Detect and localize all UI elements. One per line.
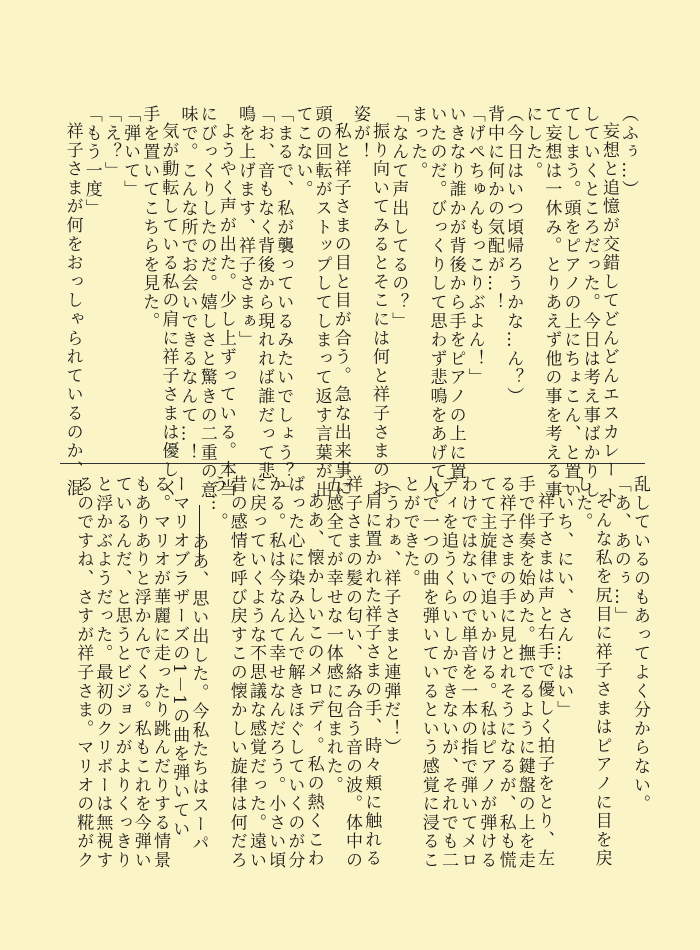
text-column: う…。: [207, 475, 228, 532]
text-column: そんな私を尻目に祥子さまはピアノに目を戻: [591, 492, 612, 868]
text-column: てて主旋律で追いかける。私はピアノが弾ける: [476, 475, 497, 870]
text-column: 手を置いてこちらを見た。: [139, 105, 160, 331]
text-column: 頭の回転がストップしてしまって返す言葉が出: [311, 105, 332, 500]
text-column: もありありと浮かんでくる。私もこれを今弾い: [130, 475, 151, 870]
text-column: いきなり誰かが背後から手をピアノの上に置: [445, 105, 466, 481]
text-column: ーマリオブラザーズの1－1の曲を弾いてい: [169, 475, 190, 839]
text-column: 「もう一度」: [81, 105, 102, 218]
text-column: ばった心に染み込んで解きほぐしていくのが分: [284, 475, 305, 870]
text-column: 五感全てが幸せな一体感に包まれた。: [322, 475, 343, 795]
text-column: 「弾いて」: [120, 105, 141, 199]
text-column: 「なんて声出してるの？」: [388, 105, 409, 331]
text-column: 「いち、にい、さん…はい」: [553, 475, 574, 720]
text-column: 昔の感情を呼び戻すこの懐かしい旋律は何だろ: [226, 475, 247, 870]
text-column: （今日はいつ頃帰ろうかな…ん？）: [503, 105, 524, 406]
text-column: ああ、懐かしいこのメロディ。私の熱くこわ: [303, 492, 324, 868]
text-column: 祥子さまが何をおっしゃられているのか、混: [62, 122, 83, 498]
text-column: 姿が！: [349, 105, 370, 162]
text-column: （うわぁ、祥子さまと連弾だ！）: [380, 475, 401, 757]
text-column: 味で。こんな所でお会いできるなんて…！: [177, 105, 198, 463]
text-column: （ふぅ…）: [618, 105, 638, 199]
text-column: いたのだ。びっくりして思わず悲鳴をあげてし: [426, 105, 447, 500]
text-column: 「あ、あのぅ…」: [610, 475, 631, 626]
text-column: 背中に何かの気配が…！: [483, 105, 504, 312]
text-column: 乱しているのもあってよく分からない。: [630, 475, 650, 814]
text-column: していくところだった。今日は考え事ばかりし: [579, 105, 600, 500]
text-column: わけではないので単音を一本の指で弾いてメロ: [457, 475, 478, 870]
text-column: 祥子さまの髪の匂い、絡み合う音の波。体中の: [342, 475, 362, 870]
text-column: にびっくりしたのだ。嬉しさと驚きの二重の意: [196, 105, 217, 500]
text-column: にした。: [522, 105, 543, 181]
text-column: 「お、音もなく背後から現れれば誰だって悲: [254, 105, 275, 481]
text-column: ああ、思い出した。今私たちはスーパ: [188, 533, 209, 853]
text-column: した。: [572, 475, 593, 532]
text-column: てこない。: [292, 105, 313, 199]
text-column: 人で一つの曲を弾いているという感覚に浸るこ: [418, 475, 439, 870]
text-column: と浮かぶようだった。最初のクリボーは無視す: [92, 475, 113, 870]
text-column: るのですね、さすが祥子さま。マリオの糀がク: [73, 475, 94, 870]
text-column: 妄想と追憶が交錯してどんどんエスカレー ト: [598, 122, 619, 506]
text-column: る祥子さまの手に見とれそうになるが、私も慌: [495, 475, 516, 870]
text-column: ようやく声が出た。少し上ずっている。本当: [215, 122, 236, 498]
text-column: 祥子さまは声と右手で優しく拍子をとり、左: [534, 492, 554, 868]
text-column: 「まるで、私が襲っているみたいでしょう？」: [273, 105, 294, 500]
text-column: 「げぺちゅんもっこりぶよん！」: [464, 105, 485, 387]
text-column: 手で伴奏を始めた。撫でるように鍵盤の上を走: [514, 475, 535, 870]
text-column: て妄想は一休み。とりあえず他の事を考える事: [541, 105, 562, 500]
text-column: かる。私は今なんて幸せなんだろう。小さい頃: [265, 475, 286, 870]
text-column: 肩に置かれた祥子さまの手、時々頬に触れる: [361, 492, 382, 868]
text-column: る。マリオが華麗に走ったり跳んだりする情景: [150, 475, 170, 870]
text-column: とができた。: [399, 475, 420, 588]
text-column: 気が動転している私の肩に祥子さまは優しく: [158, 122, 179, 498]
text-column: てしまう。頭をピアノの上にちょこん、と置い: [560, 105, 581, 500]
text-column: 鳴を上げます、祥子さまぁ」: [235, 105, 255, 350]
text-column: まった。: [407, 105, 428, 181]
text-column: 「え？」: [100, 105, 121, 181]
text-column: に戻っていくような不思議な感覚だった。遠い: [246, 475, 266, 870]
text-column: ディを追うくらいしかできないが、それでも二: [438, 475, 458, 870]
text-column: ているんだ、と思うとビジョンがよりくっきり: [111, 475, 132, 870]
text-column: 私と祥子さまの目と目が合う。急な出来事に: [330, 122, 351, 498]
text-column: 振り向いてみるとそこには何と祥子さまのお: [369, 122, 390, 498]
